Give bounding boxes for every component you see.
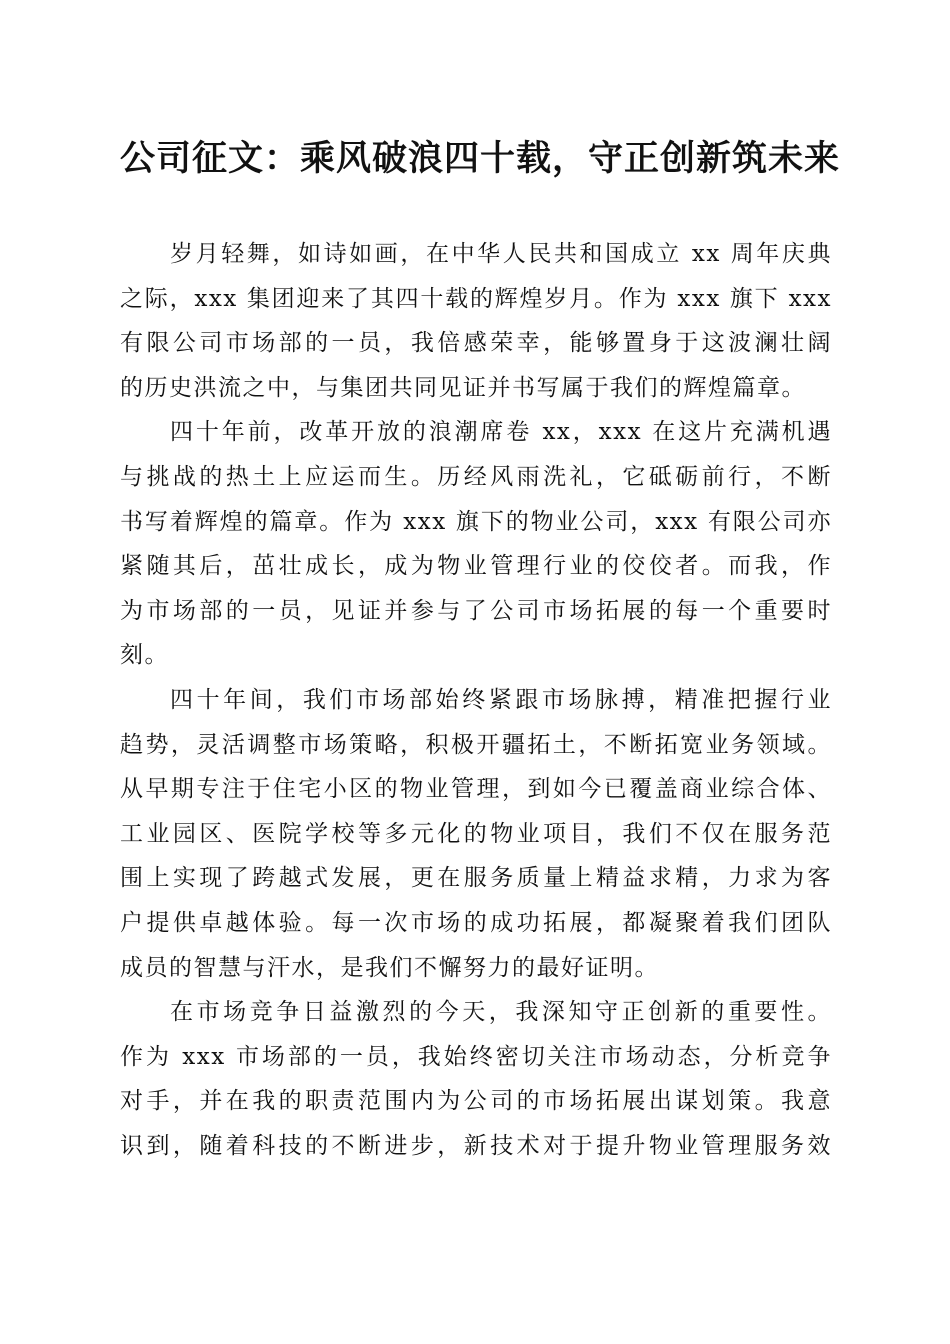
paragraph-line: 从早期专注于住宅小区的物业管理，到如今已覆盖商业综合体、 <box>120 776 832 803</box>
paragraph-1 <box>120 232 832 410</box>
paragraph-line: 岁月轻舞，如诗如画，在中华人民共和国成立 xx 周年庆典 <box>170 241 832 267</box>
paragraph-line: 四十年前，改革开放的浪潮席卷 xx，xxx 在这片充满机遇 <box>170 419 832 446</box>
document-title: 公司征文：乘风破浪四十载，守正创新筑未来 <box>120 139 841 179</box>
paragraph-line: 四十年间，我们市场部始终紧跟市场脉搏，精准把握行业 <box>170 686 832 713</box>
paragraph-line: 之际，xxx 集团迎来了其四十载的辉煌岁月。作为 xxx 旗下 xxx <box>120 285 832 312</box>
paragraph-line: 与挑战的热土上应运而生。历经风雨洗礼，它砥砺前行，不断 <box>120 463 832 490</box>
document-body <box>120 232 832 1168</box>
paragraph-line: 的历史洪流之中，与集团共同见证并书写属于我们的辉煌篇章。 <box>120 374 806 401</box>
paragraph-line: 成员的智慧与汗水，是我们不懈努力的最好证明。 <box>120 954 659 981</box>
paragraph-line: 对手，并在我的职责范围内为公司的市场拓展出谋划策。我意 <box>120 1088 832 1115</box>
paragraph-line: 有限公司市场部的一员，我倍感荣幸，能够置身于这波澜壮阔 <box>120 330 832 357</box>
paragraph-2 <box>120 410 832 678</box>
paragraph-line: 工业园区、医院学校等多元化的物业项目，我们不仅在服务范 <box>120 820 832 847</box>
paragraph-line: 识到，随着科技的不断进步，新技术对于提升物业管理服务效 <box>120 1132 832 1159</box>
paragraph-line: 作为 xxx 市场部的一员，我始终密切关注市场动态，分析竞争 <box>120 1043 832 1070</box>
paragraph-line: 书写着辉煌的篇章。作为 xxx 旗下的物业公司，xxx 有限公司亦 <box>120 508 832 535</box>
paragraph-3 <box>120 678 832 990</box>
paragraph-line: 户提供卓越体验。每一次市场的成功拓展，都凝聚着我们团队 <box>120 909 832 936</box>
paragraph-line: 为市场部的一员，见证并参与了公司市场拓展的每一个重要时 <box>120 597 832 624</box>
paragraph-line: 刻。 <box>120 642 169 669</box>
paragraph-line: 紧随其后，茁壮成长，成为物业管理行业的佼佼者。而我，作 <box>120 553 832 580</box>
paragraph-4 <box>120 990 832 1168</box>
paragraph-line: 在市场竞争日益激烈的今天，我深知守正创新的重要性。 <box>170 999 832 1026</box>
paragraph-line: 围上实现了跨越式发展，更在服务质量上精益求精，力求为客 <box>120 865 832 892</box>
paragraph-line: 趋势，灵活调整市场策略，积极开疆拓土，不断拓宽业务领域。 <box>120 731 832 758</box>
